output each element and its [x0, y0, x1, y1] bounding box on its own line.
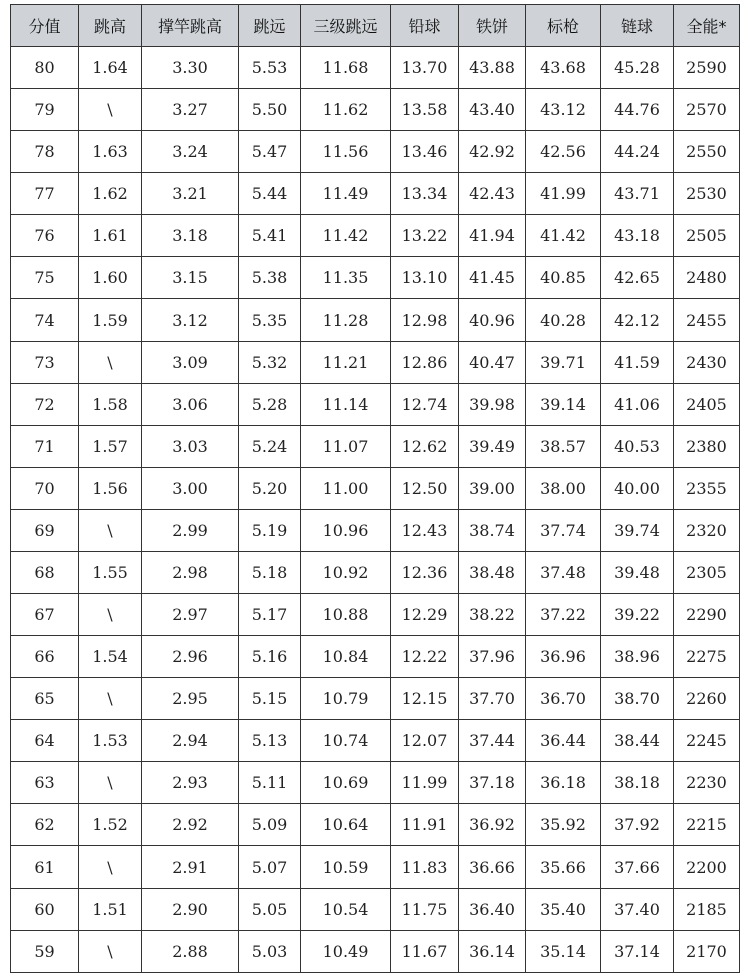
- standard-cell: 12.86: [391, 341, 459, 383]
- standard-cell: 35.66: [526, 846, 601, 888]
- table-row: [11, 551, 740, 593]
- standard-cell: 40.00: [601, 467, 674, 509]
- standard-cell: 10.49: [301, 930, 391, 972]
- table-row: [11, 299, 740, 341]
- standard-cell: 43.88: [459, 47, 526, 89]
- standard-cell: 11.35: [301, 257, 391, 299]
- standard-cell: 12.98: [391, 299, 459, 341]
- standard-cell: 43.68: [526, 47, 601, 89]
- standard-cell: 2305: [674, 551, 740, 593]
- standard-cell: 2505: [674, 215, 740, 257]
- standard-cell: 5.41: [239, 215, 301, 257]
- standard-cell: 44.76: [601, 89, 674, 131]
- standard-cell: 43.12: [526, 89, 601, 131]
- table-row: [11, 636, 740, 678]
- standard-cell: 1.58: [79, 383, 142, 425]
- table-row: [11, 678, 740, 720]
- standard-cell: 11.49: [301, 173, 391, 215]
- standard-cell: 2380: [674, 425, 740, 467]
- table-row: [11, 930, 740, 972]
- standard-cell: 10.92: [301, 551, 391, 593]
- standard-cell: 36.92: [459, 804, 526, 846]
- standard-cell: 39.49: [459, 425, 526, 467]
- standard-cell: 36.44: [526, 720, 601, 762]
- standard-cell: 12.15: [391, 678, 459, 720]
- standard-cell: 42.12: [601, 299, 674, 341]
- standard-cell: 11.68: [301, 47, 391, 89]
- standard-cell: 2.97: [142, 594, 239, 636]
- standard-cell: 5.13: [239, 720, 301, 762]
- standard-cell: 41.42: [526, 215, 601, 257]
- standard-cell: 3.27: [142, 89, 239, 131]
- standard-cell: 5.20: [239, 467, 301, 509]
- standard-cell: 5.19: [239, 509, 301, 551]
- standard-cell: 2215: [674, 804, 740, 846]
- standard-cell: \: [79, 341, 142, 383]
- table-row: [11, 383, 740, 425]
- standard-cell: 38.70: [601, 678, 674, 720]
- table-row: [11, 131, 740, 173]
- standard-cell: 39.71: [526, 341, 601, 383]
- standard-cell: 2.93: [142, 762, 239, 804]
- standard-cell: 5.09: [239, 804, 301, 846]
- standard-cell: 2530: [674, 173, 740, 215]
- table-row: [11, 762, 740, 804]
- standard-cell: 38.96: [601, 636, 674, 678]
- standard-cell: 38.48: [459, 551, 526, 593]
- standard-cell: 37.74: [526, 509, 601, 551]
- standard-cell: 10.84: [301, 636, 391, 678]
- standard-cell: 39.22: [601, 594, 674, 636]
- standard-cell: 2570: [674, 89, 740, 131]
- standard-cell: 3.00: [142, 467, 239, 509]
- standard-cell: 36.96: [526, 636, 601, 678]
- standard-cell: 2480: [674, 257, 740, 299]
- standard-cell: 2455: [674, 299, 740, 341]
- standard-cell: 1.60: [79, 257, 142, 299]
- standard-cell: 2590: [674, 47, 740, 89]
- column-header: 撑竿跳高: [142, 5, 239, 47]
- standard-cell: 12.62: [391, 425, 459, 467]
- standard-cell: 12.07: [391, 720, 459, 762]
- table-body: [11, 47, 740, 973]
- standard-cell: 37.48: [526, 551, 601, 593]
- standard-cell: 5.03: [239, 930, 301, 972]
- standard-cell: 12.29: [391, 594, 459, 636]
- standard-cell: 39.98: [459, 383, 526, 425]
- standard-cell: 13.10: [391, 257, 459, 299]
- standard-cell: 5.44: [239, 173, 301, 215]
- standard-cell: 37.44: [459, 720, 526, 762]
- standard-cell: 36.70: [526, 678, 601, 720]
- standard-cell: 36.66: [459, 846, 526, 888]
- standard-cell: 41.59: [601, 341, 674, 383]
- standard-cell: 37.40: [601, 888, 674, 930]
- score-cell: 79: [11, 89, 79, 131]
- standard-cell: 38.22: [459, 594, 526, 636]
- standard-cell: 41.45: [459, 257, 526, 299]
- standard-cell: 10.59: [301, 846, 391, 888]
- standard-cell: 38.74: [459, 509, 526, 551]
- score-cell: 69: [11, 509, 79, 551]
- table-row: [11, 720, 740, 762]
- standard-cell: 13.22: [391, 215, 459, 257]
- standard-cell: 2290: [674, 594, 740, 636]
- standard-cell: 5.35: [239, 299, 301, 341]
- standard-cell: 13.58: [391, 89, 459, 131]
- standard-cell: 2185: [674, 888, 740, 930]
- standard-cell: 5.11: [239, 762, 301, 804]
- score-cell: 63: [11, 762, 79, 804]
- standard-cell: 11.67: [391, 930, 459, 972]
- standard-cell: 41.99: [526, 173, 601, 215]
- standard-cell: 2.88: [142, 930, 239, 972]
- standard-cell: 3.18: [142, 215, 239, 257]
- standard-cell: 37.70: [459, 678, 526, 720]
- standard-cell: 42.92: [459, 131, 526, 173]
- standard-cell: 1.55: [79, 551, 142, 593]
- score-cell: 76: [11, 215, 79, 257]
- score-cell: 75: [11, 257, 79, 299]
- standard-cell: 39.00: [459, 467, 526, 509]
- standard-cell: 11.42: [301, 215, 391, 257]
- standard-cell: 3.03: [142, 425, 239, 467]
- standard-cell: 10.69: [301, 762, 391, 804]
- table-row: [11, 341, 740, 383]
- standard-cell: 5.15: [239, 678, 301, 720]
- standard-cell: 2.96: [142, 636, 239, 678]
- standard-cell: 13.34: [391, 173, 459, 215]
- standard-cell: 42.65: [601, 257, 674, 299]
- score-cell: 70: [11, 467, 79, 509]
- standard-cell: 36.40: [459, 888, 526, 930]
- standard-cell: 11.91: [391, 804, 459, 846]
- standard-cell: 39.14: [526, 383, 601, 425]
- standard-cell: 5.50: [239, 89, 301, 131]
- standard-cell: 5.38: [239, 257, 301, 299]
- table-row: [11, 846, 740, 888]
- standard-cell: 3.30: [142, 47, 239, 89]
- standard-cell: 39.48: [601, 551, 674, 593]
- standard-cell: 11.62: [301, 89, 391, 131]
- standard-cell: \: [79, 678, 142, 720]
- standard-cell: 40.53: [601, 425, 674, 467]
- standard-cell: 11.00: [301, 467, 391, 509]
- standard-cell: 41.06: [601, 383, 674, 425]
- standard-cell: 3.09: [142, 341, 239, 383]
- standard-cell: 39.74: [601, 509, 674, 551]
- standard-cell: 3.21: [142, 173, 239, 215]
- standard-cell: 40.96: [459, 299, 526, 341]
- score-cell: 60: [11, 888, 79, 930]
- standard-cell: 2.92: [142, 804, 239, 846]
- standard-cell: 37.18: [459, 762, 526, 804]
- standard-cell: 36.14: [459, 930, 526, 972]
- score-cell: 67: [11, 594, 79, 636]
- standard-cell: 11.56: [301, 131, 391, 173]
- standard-cell: 38.18: [601, 762, 674, 804]
- score-cell: 72: [11, 383, 79, 425]
- standard-cell: 38.44: [601, 720, 674, 762]
- standard-cell: 2355: [674, 467, 740, 509]
- standard-cell: 40.85: [526, 257, 601, 299]
- standard-cell: 2430: [674, 341, 740, 383]
- standard-cell: 2405: [674, 383, 740, 425]
- standard-cell: 10.64: [301, 804, 391, 846]
- column-header: 链球: [601, 5, 674, 47]
- standard-cell: 2170: [674, 930, 740, 972]
- score-table: [10, 4, 740, 973]
- standard-cell: 38.57: [526, 425, 601, 467]
- standard-cell: 43.40: [459, 89, 526, 131]
- standard-cell: 1.56: [79, 467, 142, 509]
- standard-cell: 12.74: [391, 383, 459, 425]
- standard-cell: 1.53: [79, 720, 142, 762]
- standard-cell: 13.46: [391, 131, 459, 173]
- table-row: [11, 215, 740, 257]
- standard-cell: 3.24: [142, 131, 239, 173]
- standard-cell: 10.88: [301, 594, 391, 636]
- standard-cell: 2.90: [142, 888, 239, 930]
- score-cell: 59: [11, 930, 79, 972]
- column-header: 三级跳远: [301, 5, 391, 47]
- standard-cell: 45.28: [601, 47, 674, 89]
- column-header: 全能*: [674, 5, 740, 47]
- standard-cell: 5.53: [239, 47, 301, 89]
- standard-cell: 35.92: [526, 804, 601, 846]
- table-row: [11, 594, 740, 636]
- standard-cell: 3.15: [142, 257, 239, 299]
- column-header: 分值: [11, 5, 79, 47]
- standard-cell: 2230: [674, 762, 740, 804]
- standard-cell: 5.07: [239, 846, 301, 888]
- score-cell: 78: [11, 131, 79, 173]
- standard-cell: 11.07: [301, 425, 391, 467]
- standard-cell: 37.66: [601, 846, 674, 888]
- standard-cell: 38.00: [526, 467, 601, 509]
- standard-cell: \: [79, 846, 142, 888]
- standard-cell: 12.50: [391, 467, 459, 509]
- table-row: [11, 804, 740, 846]
- standard-cell: 11.83: [391, 846, 459, 888]
- standard-cell: 11.14: [301, 383, 391, 425]
- standard-cell: 2275: [674, 636, 740, 678]
- table-row: [11, 257, 740, 299]
- standard-cell: 13.70: [391, 47, 459, 89]
- standard-cell: 37.14: [601, 930, 674, 972]
- standard-cell: 1.52: [79, 804, 142, 846]
- column-header: 跳高: [79, 5, 142, 47]
- standard-cell: 5.24: [239, 425, 301, 467]
- standard-cell: 2260: [674, 678, 740, 720]
- standard-cell: \: [79, 509, 142, 551]
- standard-cell: 11.21: [301, 341, 391, 383]
- standard-cell: 36.18: [526, 762, 601, 804]
- standard-cell: 5.28: [239, 383, 301, 425]
- standard-cell: 3.12: [142, 299, 239, 341]
- standard-cell: 12.43: [391, 509, 459, 551]
- standard-cell: 1.61: [79, 215, 142, 257]
- standard-cell: 37.92: [601, 804, 674, 846]
- table-row: [11, 173, 740, 215]
- standard-cell: 5.05: [239, 888, 301, 930]
- standard-cell: 1.57: [79, 425, 142, 467]
- standard-cell: \: [79, 762, 142, 804]
- score-cell: 74: [11, 299, 79, 341]
- standard-cell: 11.99: [391, 762, 459, 804]
- standard-cell: 43.18: [601, 215, 674, 257]
- score-cell: 77: [11, 173, 79, 215]
- standard-cell: 2245: [674, 720, 740, 762]
- standard-cell: 5.16: [239, 636, 301, 678]
- score-cell: 64: [11, 720, 79, 762]
- score-cell: 62: [11, 804, 79, 846]
- standard-cell: 1.64: [79, 47, 142, 89]
- standard-cell: 1.51: [79, 888, 142, 930]
- standard-cell: 2.94: [142, 720, 239, 762]
- table-row: [11, 467, 740, 509]
- standard-cell: 10.96: [301, 509, 391, 551]
- table-row: [11, 89, 740, 131]
- table-row: [11, 888, 740, 930]
- standard-cell: 5.18: [239, 551, 301, 593]
- standard-cell: 2550: [674, 131, 740, 173]
- standard-cell: 12.36: [391, 551, 459, 593]
- table-header: [11, 5, 740, 47]
- standard-cell: 5.32: [239, 341, 301, 383]
- column-header: 铅球: [391, 5, 459, 47]
- standard-cell: 11.28: [301, 299, 391, 341]
- standard-cell: 10.74: [301, 720, 391, 762]
- table-row: [11, 47, 740, 89]
- standard-cell: 1.54: [79, 636, 142, 678]
- score-cell: 65: [11, 678, 79, 720]
- standard-cell: 2.91: [142, 846, 239, 888]
- table-row: [11, 509, 740, 551]
- score-cell: 80: [11, 47, 79, 89]
- standard-cell: 12.22: [391, 636, 459, 678]
- score-cell: 66: [11, 636, 79, 678]
- standard-cell: 42.56: [526, 131, 601, 173]
- standard-cell: 2.99: [142, 509, 239, 551]
- table-row: [11, 425, 740, 467]
- standard-cell: \: [79, 89, 142, 131]
- standard-cell: 35.40: [526, 888, 601, 930]
- score-cell: 73: [11, 341, 79, 383]
- standard-cell: 1.63: [79, 131, 142, 173]
- score-cell: 68: [11, 551, 79, 593]
- standard-cell: 2.95: [142, 678, 239, 720]
- standard-cell: 37.96: [459, 636, 526, 678]
- standard-cell: 5.47: [239, 131, 301, 173]
- standard-cell: 41.94: [459, 215, 526, 257]
- standard-cell: 11.75: [391, 888, 459, 930]
- standard-cell: 1.59: [79, 299, 142, 341]
- standard-cell: 2.98: [142, 551, 239, 593]
- standard-cell: \: [79, 594, 142, 636]
- standard-cell: 40.47: [459, 341, 526, 383]
- standard-cell: 44.24: [601, 131, 674, 173]
- score-cell: 61: [11, 846, 79, 888]
- header-row: [11, 5, 740, 47]
- standard-cell: \: [79, 930, 142, 972]
- standard-cell: 37.22: [526, 594, 601, 636]
- column-header: 跳远: [239, 5, 301, 47]
- standard-cell: 10.54: [301, 888, 391, 930]
- column-header: 铁饼: [459, 5, 526, 47]
- standard-cell: 35.14: [526, 930, 601, 972]
- standard-cell: 40.28: [526, 299, 601, 341]
- standard-cell: 10.79: [301, 678, 391, 720]
- standard-cell: 2200: [674, 846, 740, 888]
- standard-cell: 5.17: [239, 594, 301, 636]
- standard-cell: 43.71: [601, 173, 674, 215]
- standard-cell: 3.06: [142, 383, 239, 425]
- score-cell: 71: [11, 425, 79, 467]
- column-header: 标枪: [526, 5, 601, 47]
- standard-cell: 42.43: [459, 173, 526, 215]
- standard-cell: 2320: [674, 509, 740, 551]
- standard-cell: 1.62: [79, 173, 142, 215]
